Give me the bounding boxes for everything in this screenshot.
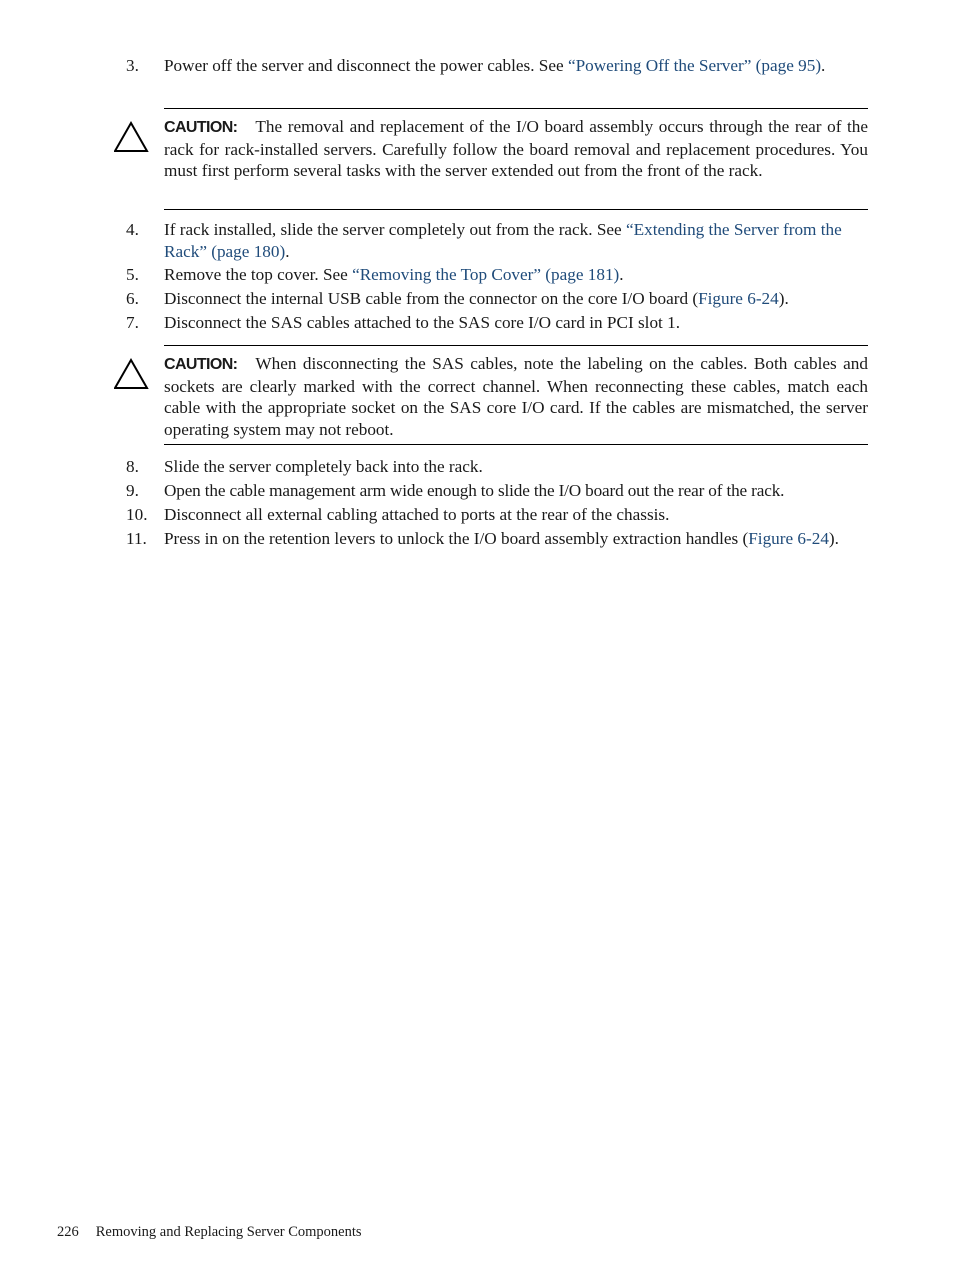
step-number: 5. xyxy=(126,265,139,284)
step-text-pre: Disconnect the internal USB cable from the connector on the core I/O board ( xyxy=(164,289,699,308)
divider xyxy=(164,209,868,210)
divider xyxy=(164,444,868,445)
step-text xyxy=(164,264,869,286)
step-text: Open the cable management arm wide enough to slide the I/O board out the rear of the rack. xyxy=(164,481,785,500)
link-figure-6-24[interactable]: Figure 6-24 xyxy=(698,289,779,308)
step-text-pre: Press in on the retention levers to unlock the I/O board assembly extraction handles ( xyxy=(164,529,749,548)
link-figure-6-24[interactable]: Figure 6-24 xyxy=(748,529,829,548)
step-number: 7. xyxy=(126,313,139,332)
page-footer xyxy=(57,1222,362,1244)
caution-text xyxy=(164,116,868,182)
link-removing-top-cover[interactable]: “Removing the Top Cover” (page 181) xyxy=(352,265,620,284)
caution-body: The removal and replacement of the I/O board assembly occurs through the rear of the rack for rack-installed servers. Carefully follow the board removal and replacement procedures. You must first perform several tasks with the server extended out from the front of the rack. xyxy=(164,117,868,180)
step-text-post: ). xyxy=(778,289,789,308)
step-text-pre: If rack installed, slide the server completely out from the rack. See xyxy=(164,220,626,239)
section-title: Removing and Replacing Server Components xyxy=(95,1224,362,1240)
caution-triangle-icon xyxy=(114,121,150,153)
step-text-post: . xyxy=(821,56,826,75)
caution-box-2 xyxy=(114,345,868,447)
step-text-pre: Power off the server and disconnect the power cables. See xyxy=(164,56,568,75)
caution-label: CAUTION: xyxy=(164,356,238,373)
link-extending-server[interactable]: “Extending the Server from the Rack” (page 180) xyxy=(164,220,842,261)
step-number: 4. xyxy=(126,220,139,239)
caution-triangle-icon xyxy=(114,358,150,390)
step-text-pre: Remove the top cover. See xyxy=(164,265,353,284)
divider xyxy=(164,108,868,109)
page-number: 226 xyxy=(57,1224,79,1240)
step-text xyxy=(164,55,869,77)
step-text: Slide the server completely back into the rack. xyxy=(164,457,483,476)
step-number: 9. xyxy=(126,481,139,500)
step-text xyxy=(164,528,869,550)
step-text-post: . xyxy=(285,241,290,261)
caution-body: When disconnecting the SAS cables, note the labeling on the cables. Both cables and sockets are clearly marked with the correct channel. When reconnecting these cables, match each cable with the appropriate socket on the SAS core I/O card. If the cables are mismatched, the server operating system may not reboot. xyxy=(164,354,868,439)
step-number: 8. xyxy=(126,457,139,476)
step-text xyxy=(164,288,869,310)
step-number: 6. xyxy=(126,289,139,308)
step-text: Disconnect the SAS cables attached to the SAS core I/O card in PCI slot 1. xyxy=(164,313,680,332)
step-text-post: . xyxy=(619,265,624,284)
caution-box-1 xyxy=(114,108,868,210)
caution-text xyxy=(164,353,868,440)
step-number: 10. xyxy=(126,505,148,524)
caution-label: CAUTION: xyxy=(164,119,238,136)
link-powering-off-server[interactable]: “Powering Off the Server” (page 95) xyxy=(567,56,822,75)
divider xyxy=(164,345,868,346)
step-number: 11. xyxy=(126,529,147,548)
step-text xyxy=(164,219,869,262)
step-text-post: ). xyxy=(828,529,839,548)
step-number: 3. xyxy=(126,56,139,75)
step-text: Disconnect all external cabling attached to ports at the rear of the chassis. xyxy=(164,505,670,524)
